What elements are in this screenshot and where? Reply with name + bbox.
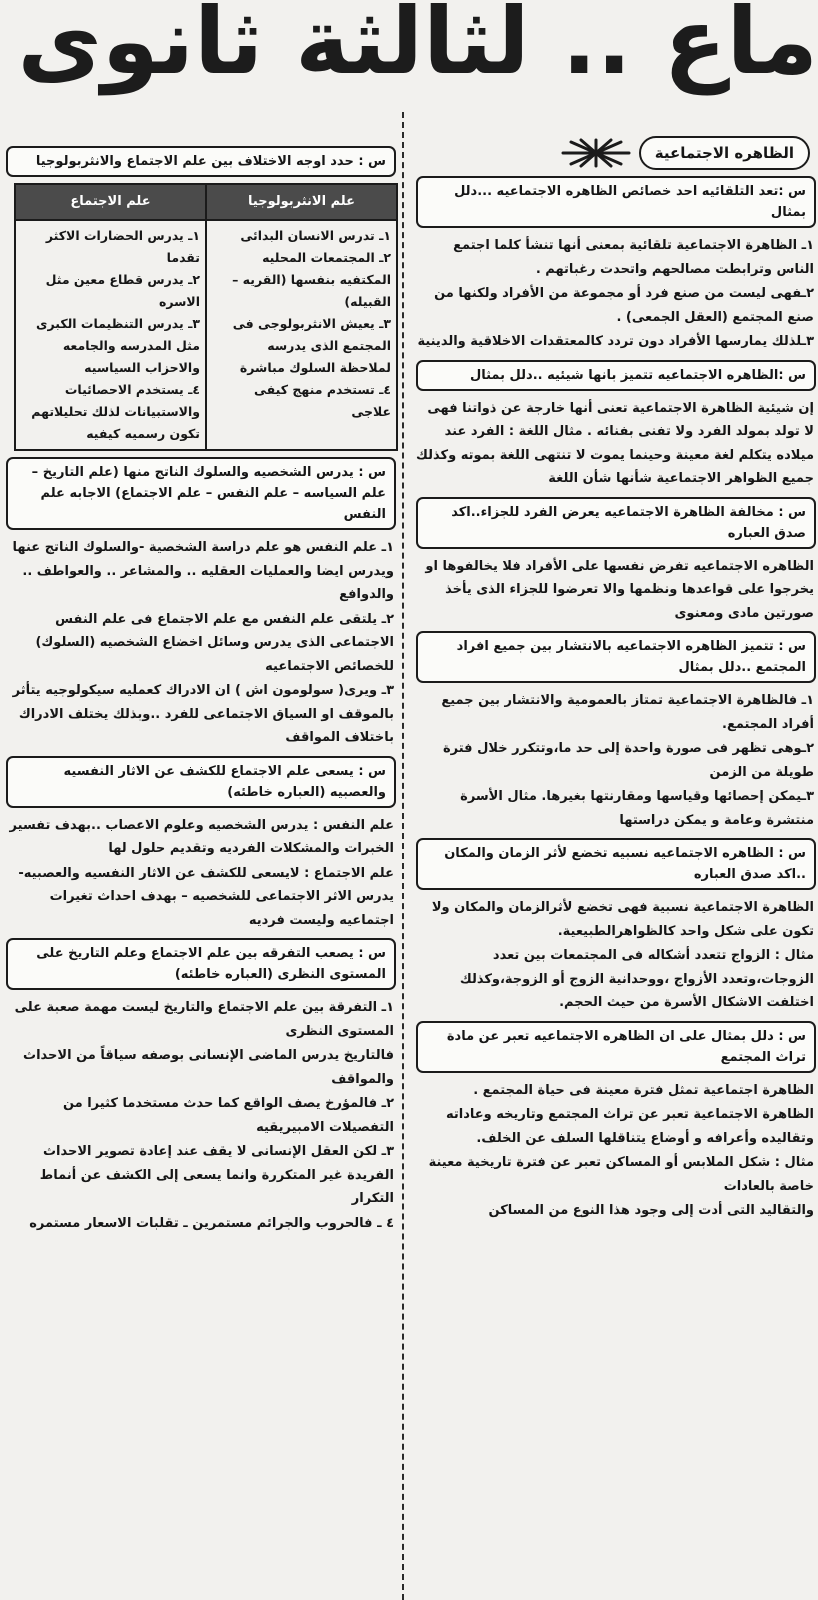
answer-line: الظاهرة الاجتماعية نسبية فهى تخضع لأثرالزمان والمكان ولا تكون على شكل واحد كالظواهرالطبيعية. [431, 900, 814, 939]
answer-line: علم الاجتماع : لايسعى للكشف عن الاثار النفسيه والعصبيه- يدرس الاثر الاجتماعى للشخصيه – بهدف احداث تغيرات اجتماعيه وليست فرديه [18, 865, 394, 928]
answer-line: ٢ـ يلتقى علم النفس مع علم الاجتماع فى علم النفس الاجتماعى الذى يدرس وسائل اخضاع الشخصيه (السلوك) للخصائص الاجتماعيه [35, 611, 394, 674]
list-item: ١ـ تدرس الانسان البدائى [240, 228, 391, 243]
list-item: ٤ـ يستخدم الاحصائيات والاستبيانات لذلك تحليلاتهم تكون رسميه كيفيه [31, 382, 200, 441]
comparison-table [14, 183, 398, 451]
answer-block [414, 1079, 814, 1223]
answer-block [4, 536, 394, 750]
list-item: ٢ـ المجتمعات المحليه المكتفيه بنفسها (القريه – القبيله) [232, 250, 391, 309]
answer-line: الظاهرة اجتماعية تمثل فترة معينة فى حياة المجتمع . [473, 1082, 814, 1098]
answer-line: ٢ـفهى ليست من صنع فرد أو مجموعة من الأفراد ولكنها من صنع المجتمع (العقل الجمعى) . [434, 286, 814, 325]
answer-line: والتقاليد التى أدت إلى وجود هذا النوع من المساكن [488, 1203, 814, 1218]
answer-line: ٣ـ ويرى( سولومون اش ) ان الادراك كعمليه سيكولوجيه يتأثر بالموقف او السياق الاجتماعى للفرد ..وبذلك يختلف الادراك باختلاف المواقف [12, 683, 394, 745]
answer-line: فالتاريخ يدرس الماضى الإنسانى بوصفه سياقاً من الاحداث والمواقف [23, 1048, 394, 1087]
list-item: ٤ـ تستخدم منهج كيفى علاجى [254, 382, 391, 419]
list-item: ٣ـ يعيش الانثربولوجى فى المجتمع الذى يدرسه لملاحظة السلوك مباشرة [232, 316, 391, 375]
table-cell [15, 220, 206, 450]
answer-line: علم النفس : يدرس الشخصيه وعلوم الاعصاب ..بهدف تفسير الخبرات والمشكلات الفرديه وتقديم حلول لها [9, 817, 394, 856]
question-box: س : مخالفة الظاهرة الاجتماعيه يعرض الفرد للجزاء..اكد صدق العباره [416, 497, 816, 549]
answer-block [414, 397, 814, 491]
answer-line: الظاهره الاجتماعيه تفرض نفسها على الأفراد فلا يخالفوها او يخرجوا على قواعدها ونظمها والا تعرضوا للجزاء الذى يأخذ صورتين مادى ومعنوى [425, 558, 814, 621]
question-box: س : يصعب التفرقه بين علم الاجتماع وعلم التاريخ على المستوى النظرى (العباره خاطئه) [6, 938, 396, 990]
question-box: س : يدرس الشخصيه والسلوك الناتج منها (علم التاريخ – علم السياسه – علم النفس – علم الاجتماع) الاجابه علم النفس [6, 457, 396, 530]
question-box: س :الظاهره الاجتماعيه تتميز بانها شيئيه ..دلل بمثال [416, 360, 816, 391]
question-box: س :تعد التلقائيه احد خصائص الظاهره الاجتماعيه ...دلل بمثال [416, 176, 816, 228]
answer-block [4, 814, 394, 933]
answer-block [4, 996, 394, 1235]
right-column [414, 130, 818, 1225]
answer-line: مثال : الزواج تتعدد أشكاله فى المجتمعات بين تعدد الزوجات،وتعدد الأزواج ،ووحدانية الزوج أو الزوجة،وكذلك اختلفت الاشكال الأسرة من حيث الحجم. [459, 948, 814, 1010]
answer-line: ٣ـيمكن إحصائها وقياسها ومقارنتها بغيرها. مثال الأسرة منتشرة وعامة و يمكن دراستها [460, 789, 814, 828]
question-box: س : تتميز الظاهره الاجتماعيه بالانتشار بين جميع افراد المجتمع ..دلل بمثال [416, 631, 816, 683]
column-divider [402, 112, 404, 1600]
answer-line: ١ـ الظاهرة الاجتماعية تلقائية بمعنى أنها تنشأ كلما اجتمع الناس وترابطت مصالحهم واتحدت رغباتهم . [453, 238, 814, 277]
answer-line: إن شيئية الظاهرة الاجتماعية تعنى أنها خارجة عن ذواتنا فهى لا تولد بمولد الفرد ولا تفنى بفنائه . مثال اللغة : الفرد عند ميلاده يتكلم لغة معينة وحينما يموت لا تنتهى اللغة بموته وكذلك جميع الظواهر الاجتماعية شأنها شأن اللغة [416, 400, 814, 486]
table-row [15, 220, 397, 450]
list-item: ٢ـ يدرس قطاع معين مثل الاسره [45, 272, 200, 309]
answer-line: الظاهرة الاجتماعية تعبر عن تراث المجتمع وتاريخه وعاداته وتقاليده وأعرافه و أوضاع يتناقلها السلف عن الخلف. [445, 1107, 814, 1146]
table-header: علم الاجتماع [15, 184, 206, 220]
answer-block [414, 555, 814, 626]
question-box: س : يسعى علم الاجتماع للكشف عن الاثار النفسيه والعصبيه (العباره خاطئه) [6, 756, 396, 808]
answer-line: ١ـ التفرقة بين علم الاجتماع والتاريخ ليست مهمة صعبة على المستوى النظرى [14, 1000, 394, 1039]
answer-line: مثال : شكل الملابس أو المساكن تعبر عن فترة تاريخية معينة خاصة بالعادات [428, 1155, 814, 1194]
topic-title: الظاهره الاجتماعية [639, 136, 810, 170]
table-header: علم الانثربولوجيا [206, 184, 397, 220]
question-box: س : الظاهره الاجتماعيه نسبيه تخضع لأثر الزمان والمكان ..اكد صدق العباره [416, 838, 816, 890]
answer-block [414, 689, 814, 832]
headline: ماع .. لثالثة ثانوى [17, 0, 818, 95]
answer-line: ١ـ علم النفس هو علم دراسة الشخصية -والسلوك الناتج عنها ويدرس ايضا والعمليات العقليه .. والمشاعر .. والعواطف .. والدوافع [12, 540, 394, 602]
answer-line: ٣ـلذلك يمارسها الأفراد دون تردد كالمعتقدات الاخلاقية والدينية [417, 334, 814, 349]
answer-line: ٢ـ فالمؤرخ يصف الواقع كما حدث مستخدما كثيرا من التفصيلات الامبيريقيه [62, 1096, 394, 1135]
topic-header [418, 136, 810, 170]
answer-line: ٢ـوهى تظهر فى صورة واحدة إلى حد ما،وتتكرر خلال فترة طويلة من الزمن [442, 741, 814, 780]
list-item: ٣ـ يدرس التنظيمات الكبرى مثل المدرسه والجامعه والاحزاب السياسيه [35, 316, 200, 375]
table-header-row [15, 184, 397, 220]
answer-line: ٣ـ لكن العقل الإنسانى لا يقف عند إعادة تصوير الاحداث الفريدة غير المتكررة وانما يسعى إلى الكشف عن أنماط التكرار [39, 1144, 394, 1206]
answer-line: ٤ ـ فالحروب والجرائم مستمرين ـ تقلبات الاسعار مستمره [29, 1215, 394, 1231]
table-cell [206, 220, 397, 450]
left-column [4, 140, 398, 1237]
answer-line: ١ـ فالظاهرة الاجتماعية تمتاز بالعمومية والانتشار بين جميع أفراد المجتمع. [441, 693, 814, 732]
list-item: ١ـ يدرس الحضارات الاكثر تقدما [45, 228, 200, 265]
question-box: س : حدد اوجه الاختلاف بين علم الاجتماع والانثربولوجيا [6, 146, 396, 177]
question-box: س : دلل بمثال على ان الظاهره الاجتماعيه تعبر عن مادة تراث المجتمع [416, 1021, 816, 1073]
starburst-ornament-icon [559, 138, 633, 168]
answer-block [414, 896, 814, 1015]
answer-block [414, 234, 814, 354]
